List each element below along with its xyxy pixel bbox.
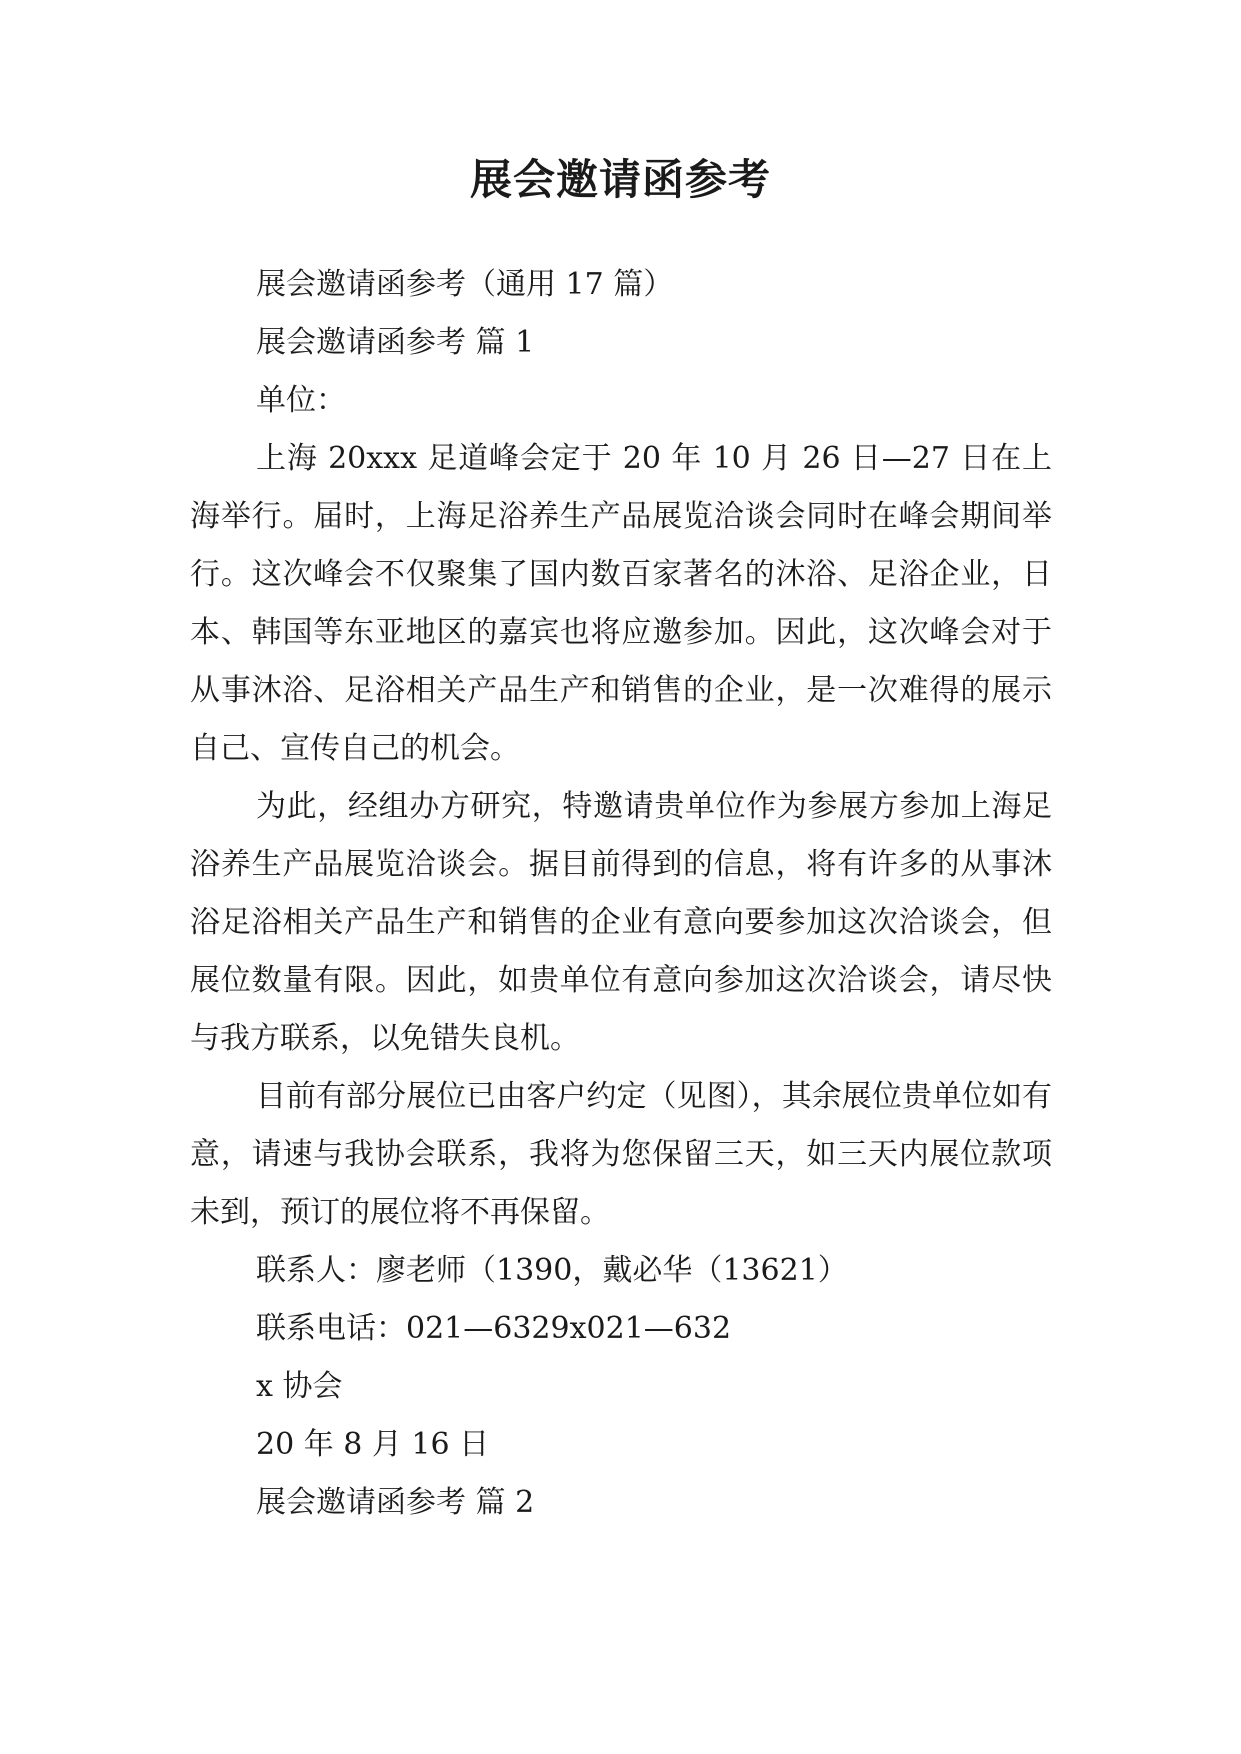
salutation: 单位： [256, 383, 346, 418]
contact-phone: 联系电话：021—6329x021—632 [256, 1311, 732, 1346]
document-subtitle: 展会邀请函参考（通用 17 篇） [256, 267, 674, 302]
letter-date: 20 年 8 月 16 日 [256, 1427, 490, 1462]
section-heading-2: 展会邀请函参考 篇 2 [256, 1485, 535, 1520]
document-body [190, 256, 1052, 1532]
document-title: 展会邀请函参考 [469, 155, 771, 204]
section-heading-1: 展会邀请函参考 篇 1 [256, 325, 535, 360]
contact-person: 联系人：廖老师（1390，戴必华（13621） [256, 1253, 848, 1288]
organization-signature: x 协会 [256, 1369, 343, 1404]
paragraph-1: 上海 20xxx 足道峰会定于 20 年 10 月 26 日—27 日在上海举行。届时，上海足浴养生产品展览洽谈会同时在峰会期间举行。这次峰会不仅聚集了国内数百家著名的沐浴、足浴企业，日本、韩国等东亚地区的嘉宾也将应邀参加。因此，这次峰会对于从事沐浴、足浴相关产品生产和销售的企业，是一次难得的展示自己、宣传自己的机会。 [190, 441, 1052, 766]
paragraph-3: 目前有部分展位已由客户约定（见图），其余展位贵单位如有意，请速与我协会联系，我将为您保留三天，如三天内展位款项未到，预订的展位将不再保留。 [190, 1079, 1052, 1230]
paragraph-2: 为此，经组办方研究，特邀请贵单位作为参展方参加上海足浴养生产品展览洽谈会。据目前得到的信息，将有许多的从事沐浴足浴相关产品生产和销售的企业有意向要参加这次洽谈会，但展位数量有限。因此，如贵单位有意向参加这次洽谈会，请尽快与我方联系，以免错失良机。 [190, 789, 1052, 1056]
